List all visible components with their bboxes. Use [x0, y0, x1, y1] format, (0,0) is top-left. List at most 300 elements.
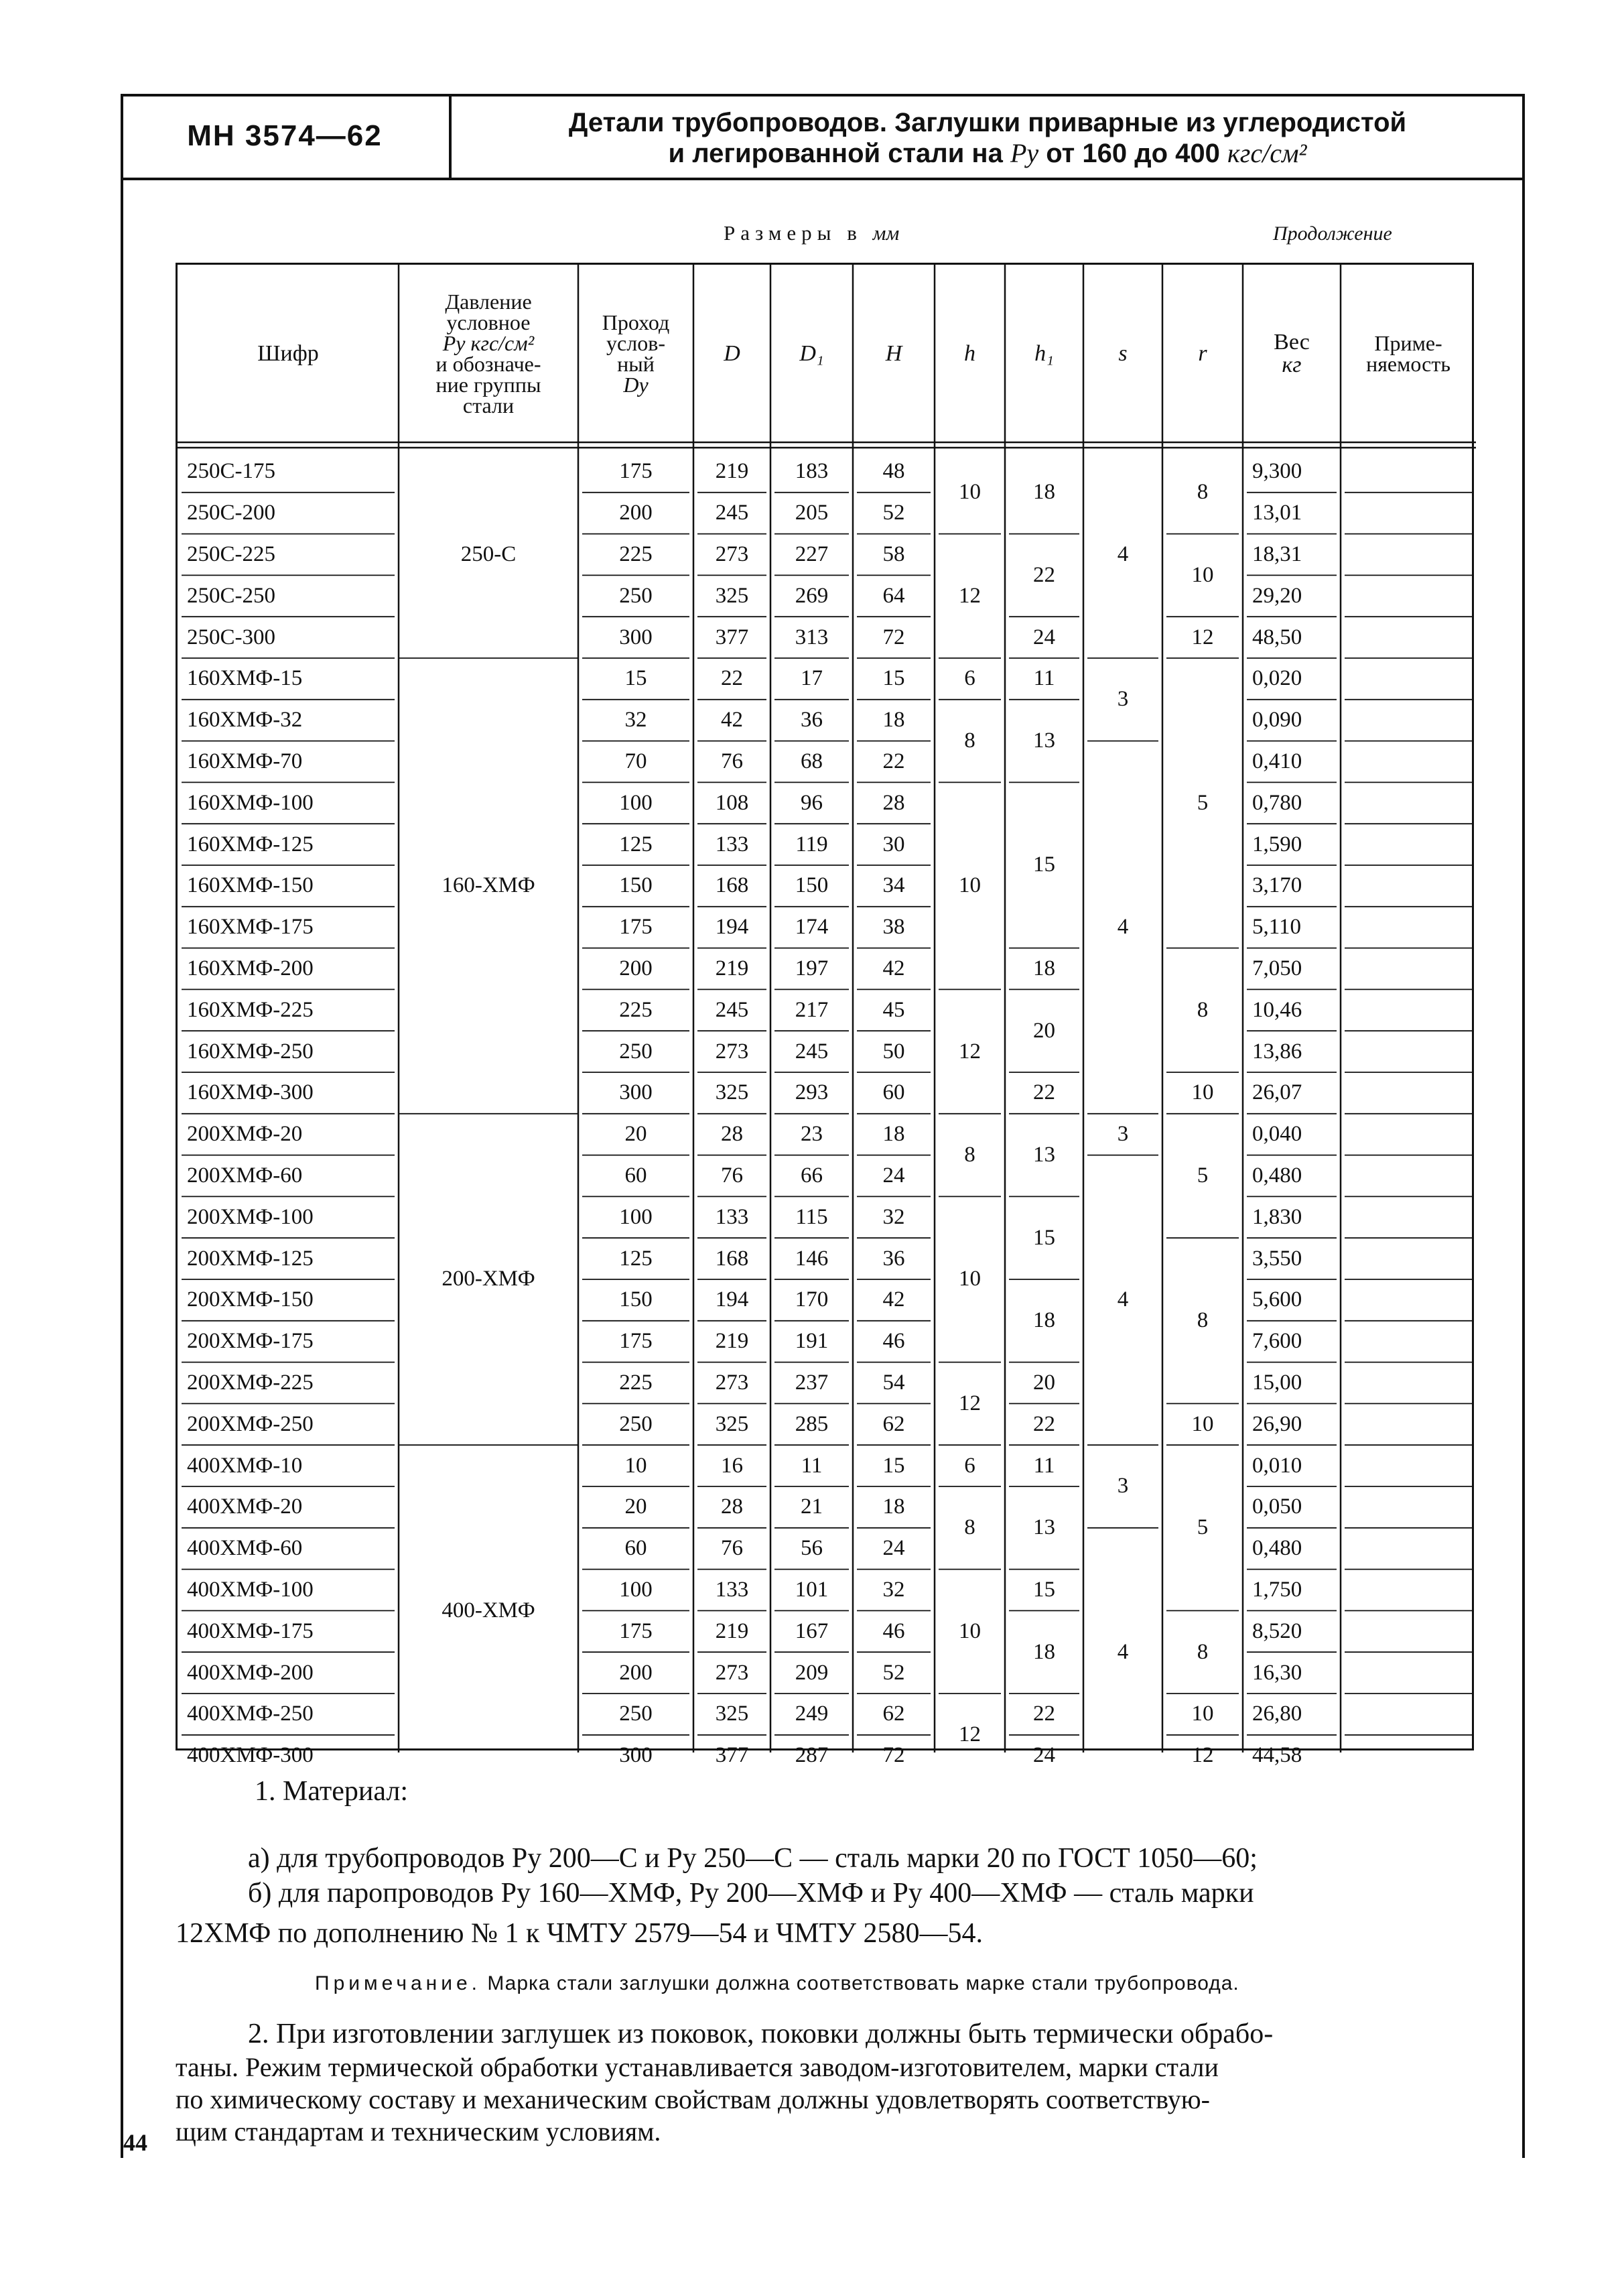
row-weight: 10,46	[1252, 997, 1302, 1022]
row-h-total: 15	[882, 666, 905, 691]
row-usage	[1341, 617, 1476, 658]
row-h1: 22	[1033, 1411, 1055, 1436]
row-d: 273	[715, 1370, 749, 1395]
row-d: 245	[715, 997, 749, 1022]
row-d: 219	[715, 459, 749, 484]
row-nominal-bore: 70	[624, 749, 647, 773]
header-d1: D₁	[799, 340, 824, 366]
row-code: 160ХМФ-32	[187, 708, 303, 732]
row-nominal-bore: 175	[619, 915, 653, 940]
row-h-total: 24	[882, 1163, 905, 1188]
note-1-heading: 1. Материал:	[255, 1776, 409, 1807]
row-d: 273	[715, 1660, 749, 1685]
row-code: 250С-200	[187, 501, 275, 525]
row-d: 194	[715, 915, 749, 940]
row-weight: 5,600	[1252, 1287, 1302, 1312]
row-weight: 1,830	[1252, 1204, 1302, 1229]
row-h1: 13	[1033, 728, 1055, 753]
row-code: 250С-250	[187, 583, 275, 608]
row-d: 325	[715, 1080, 749, 1105]
row-d: 273	[715, 1039, 749, 1064]
row-nominal-bore: 150	[619, 873, 653, 898]
row-weight: 0,010	[1252, 1453, 1302, 1478]
row-weight: 13,86	[1252, 1039, 1302, 1064]
header-pressure	[399, 265, 578, 442]
row-d1: 17	[801, 666, 823, 691]
header-r: r	[1198, 340, 1207, 366]
row-code: 250С-175	[187, 459, 275, 484]
note-1b: б) для паропроводов Pу 160—ХМФ, Pу 200—ХМФ и Pу 400—ХМФ — сталь марки	[248, 1878, 1254, 1909]
header-weight	[1243, 265, 1341, 442]
row-code: 160ХМФ-300	[187, 1080, 314, 1105]
document-title	[452, 107, 1524, 169]
row-h-total: 36	[882, 1246, 905, 1271]
row-weight: 7,600	[1252, 1329, 1302, 1354]
row-r: 5	[1197, 1163, 1209, 1188]
row-weight: 0,090	[1252, 708, 1302, 732]
row-usage	[1341, 1445, 1476, 1486]
row-nominal-bore: 250	[619, 583, 653, 608]
row-h: 8	[964, 1143, 975, 1167]
note-2-line-1: 2. При изготовлении заглушек из поковок, поковки должны быть термически обрабо-	[248, 2019, 1274, 2049]
row-h: 12	[959, 1391, 981, 1415]
row-nominal-bore: 300	[619, 1743, 653, 1768]
row-h-total: 58	[882, 541, 905, 566]
row-r: 10	[1191, 562, 1214, 587]
row-code: 400ХМФ-20	[187, 1494, 303, 1519]
row-d1: 167	[795, 1618, 829, 1643]
row-weight: 29,20	[1252, 583, 1302, 608]
row-weight: 13,01	[1252, 501, 1302, 525]
row-h-total: 60	[882, 1080, 905, 1105]
row-d1: 197	[795, 956, 829, 980]
row-h-total: 42	[882, 1287, 905, 1312]
row-weight: 7,050	[1252, 956, 1302, 980]
row-usage	[1341, 1610, 1476, 1652]
header-nominal-bore	[578, 265, 693, 442]
row-code: 160ХМФ-150	[187, 873, 314, 898]
row-d1: 36	[801, 708, 823, 732]
row-code: 200ХМФ-125	[187, 1246, 314, 1271]
row-h1: 20	[1033, 1018, 1055, 1043]
row-weight: 5,110	[1252, 915, 1302, 940]
row-h-total: 34	[882, 873, 905, 898]
header-pressure-line: Давление	[445, 289, 532, 314]
row-nominal-bore: 60	[624, 1163, 647, 1188]
row-usage	[1341, 575, 1476, 617]
row-weight: 0,480	[1252, 1536, 1302, 1561]
row-h: 10	[959, 1618, 981, 1643]
row-d1: 285	[795, 1411, 829, 1436]
row-nominal-bore: 250	[619, 1702, 653, 1726]
row-usage	[1341, 1031, 1476, 1072]
row-weight: 44,58	[1252, 1743, 1302, 1768]
row-weight: 0,780	[1252, 790, 1302, 815]
row-d: 194	[715, 1287, 749, 1312]
row-code: 200ХМФ-100	[187, 1204, 314, 1229]
row-usage	[1341, 1321, 1476, 1362]
row-usage	[1341, 948, 1476, 990]
row-nominal-bore: 100	[619, 1577, 653, 1602]
row-usage	[1341, 1570, 1476, 1611]
header-pressure-line: условное	[446, 310, 531, 334]
row-weight: 15,00	[1252, 1370, 1302, 1395]
row-code: 400ХМФ-250	[187, 1702, 314, 1726]
row-usage	[1341, 493, 1476, 534]
row-h-total: 46	[882, 1618, 905, 1643]
row-weight: 16,30	[1252, 1660, 1302, 1685]
group-label: 250-С	[460, 542, 517, 566]
row-d: 28	[721, 1122, 743, 1147]
row-s: 3	[1117, 1122, 1129, 1147]
row-h-total: 22	[882, 749, 905, 773]
row-d: 108	[715, 790, 749, 815]
row-h-total: 45	[882, 997, 905, 1022]
row-d1: 227	[795, 541, 829, 566]
row-nominal-bore: 200	[619, 1660, 653, 1685]
row-h1: 15	[1033, 1225, 1055, 1250]
header-nominal-bore-line: Проход	[602, 310, 670, 334]
row-d: 28	[721, 1494, 743, 1519]
row-r: 12	[1191, 1743, 1214, 1768]
row-d: 168	[715, 873, 749, 898]
row-d: 377	[715, 625, 749, 649]
row-d1: 11	[801, 1453, 823, 1478]
row-usage	[1341, 989, 1476, 1031]
row-nominal-bore: 20	[624, 1494, 647, 1519]
header-usage	[1341, 265, 1476, 442]
row-weight: 3,170	[1252, 873, 1302, 898]
row-d1: 21	[801, 1494, 823, 1519]
row-nominal-bore: 225	[619, 997, 653, 1022]
header-pressure-line: стали	[462, 393, 515, 418]
row-d1: 174	[795, 915, 829, 940]
row-h-total: 24	[882, 1536, 905, 1561]
row-d: 76	[721, 1163, 743, 1188]
row-weight: 26,07	[1252, 1080, 1302, 1105]
title-line-1: Детали трубопроводов. Заглушки приварные из углеродистой	[568, 108, 1407, 137]
row-d: 76	[721, 1536, 743, 1561]
row-h-total: 30	[882, 832, 905, 856]
row-h-total: 18	[882, 1122, 905, 1147]
row-s: 4	[1117, 1639, 1129, 1664]
header-nominal-bore-line: Dу	[623, 372, 649, 397]
row-d1: 170	[795, 1287, 829, 1312]
row-h: 12	[959, 1039, 981, 1064]
row-h1: 20	[1033, 1370, 1055, 1395]
row-nominal-bore: 175	[619, 1329, 653, 1354]
row-h-total: 52	[882, 501, 905, 525]
row-d: 325	[715, 1411, 749, 1436]
row-r: 10	[1191, 1411, 1214, 1436]
row-h: 8	[964, 728, 975, 753]
header-nominal-bore-line: ный	[617, 351, 655, 376]
header-d: D	[724, 340, 740, 366]
row-code: 250С-225	[187, 541, 275, 566]
row-d1: 101	[795, 1577, 829, 1602]
row-code: 400ХМФ-175	[187, 1618, 314, 1643]
row-code: 400ХМФ-60	[187, 1536, 303, 1561]
row-d1: 146	[795, 1246, 829, 1271]
note-2-line-3: по химическому составу и механическим свойствам должны удовлетворять соответствую-	[176, 2084, 1210, 2114]
row-r: 8	[1197, 480, 1209, 505]
group-label: 160-ХМФ	[442, 873, 535, 898]
note-1a: а) для трубопроводов Pу 200—С и Pу 250—С — сталь марки 20 по ГОСТ 1050—60;	[248, 1843, 1258, 1874]
row-h1: 13	[1033, 1143, 1055, 1167]
row-nominal-bore: 125	[619, 1246, 653, 1271]
row-d1: 96	[801, 790, 823, 815]
dimensions-table	[176, 263, 1474, 1768]
row-h-total: 48	[882, 459, 905, 484]
row-s: 4	[1117, 1287, 1129, 1312]
row-r: 10	[1191, 1080, 1214, 1105]
row-h-total: 46	[882, 1329, 905, 1354]
row-usage	[1341, 907, 1476, 948]
row-d1: 217	[795, 997, 829, 1022]
row-h: 10	[959, 1267, 981, 1291]
row-h1: 11	[1033, 666, 1055, 691]
row-s: 4	[1117, 542, 1129, 566]
row-d: 76	[721, 749, 743, 773]
row-weight: 26,90	[1252, 1411, 1302, 1436]
row-r: 5	[1197, 790, 1209, 815]
row-weight: 0,050	[1252, 1494, 1302, 1519]
row-h: 12	[959, 583, 981, 608]
row-h-total: 64	[882, 583, 905, 608]
row-usage	[1341, 700, 1476, 741]
row-usage	[1341, 1694, 1476, 1735]
row-h-total: 15	[882, 1453, 905, 1478]
row-d1: 237	[795, 1370, 829, 1395]
remark: Примечание. Марка стали заглушки должна соответствовать марке стали трубопровода.	[315, 1972, 1239, 1994]
row-r: 8	[1197, 1308, 1209, 1333]
row-nominal-bore: 225	[619, 541, 653, 566]
row-h1: 24	[1033, 1743, 1055, 1768]
row-weight: 48,50	[1252, 625, 1302, 649]
row-h-total: 62	[882, 1411, 905, 1436]
row-usage	[1341, 1238, 1476, 1279]
row-d: 133	[715, 832, 749, 856]
row-weight: 1,590	[1252, 832, 1302, 856]
row-d: 133	[715, 1204, 749, 1229]
row-h1: 22	[1033, 1702, 1055, 1726]
header-usage-line: няемость	[1366, 351, 1450, 376]
row-nominal-bore: 100	[619, 1204, 653, 1229]
row-h-total: 32	[882, 1577, 905, 1602]
row-h-total: 38	[882, 915, 905, 940]
row-code: 400ХМФ-200	[187, 1660, 314, 1685]
row-d1: 249	[795, 1702, 829, 1726]
row-code: 400ХМФ-100	[187, 1577, 314, 1602]
row-weight: 18,31	[1252, 541, 1302, 566]
group-label: 400-ХМФ	[442, 1598, 535, 1622]
row-d1: 68	[801, 749, 823, 773]
row-h1: 11	[1033, 1453, 1055, 1478]
standard-code: МН 3574—62	[187, 119, 383, 152]
row-h-total: 18	[882, 1494, 905, 1519]
row-d1: 205	[795, 501, 829, 525]
units-caption: Размеры в мм	[724, 221, 900, 245]
row-nominal-bore: 200	[619, 956, 653, 980]
row-code: 200ХМФ-250	[187, 1411, 314, 1436]
row-code: 160ХМФ-70	[187, 749, 303, 773]
row-r: 10	[1191, 1702, 1214, 1726]
row-usage	[1341, 1735, 1476, 1777]
row-nominal-bore: 32	[624, 708, 647, 732]
row-h1: 22	[1033, 562, 1055, 587]
row-d1: 56	[801, 1536, 823, 1561]
row-code: 250С-300	[187, 625, 275, 649]
row-h-total: 72	[882, 625, 905, 649]
header-pressure-line: ние группы	[435, 372, 541, 397]
row-nominal-bore: 250	[619, 1411, 653, 1436]
row-h1: 18	[1033, 1639, 1055, 1664]
row-code: 160ХМФ-225	[187, 997, 314, 1022]
row-d1: 119	[795, 832, 828, 856]
row-nominal-bore: 15	[624, 666, 647, 691]
row-nominal-bore: 225	[619, 1370, 653, 1395]
row-h1: 18	[1033, 480, 1055, 505]
row-nominal-bore: 175	[619, 459, 653, 484]
row-h: 10	[959, 873, 981, 898]
header-pressure-line: Pу кгс/см²	[442, 330, 535, 355]
row-usage	[1341, 1072, 1476, 1114]
header-rule	[121, 178, 1525, 180]
header-pressure-line: и обозначе-	[435, 351, 541, 376]
row-d1: 245	[795, 1039, 829, 1064]
row-d: 219	[715, 1618, 749, 1643]
row-h-total: 72	[882, 1743, 905, 1768]
row-h-total: 28	[882, 790, 905, 815]
header-code: Шифр	[257, 340, 319, 366]
row-weight: 3,550	[1252, 1246, 1302, 1271]
row-d: 273	[715, 541, 749, 566]
row-code: 160ХМФ-125	[187, 832, 314, 856]
row-code: 400ХМФ-10	[187, 1453, 303, 1478]
row-h-total: 62	[882, 1702, 905, 1726]
row-usage	[1341, 534, 1476, 576]
row-weight: 26,80	[1252, 1702, 1302, 1726]
row-weight: 9,300	[1252, 459, 1302, 484]
row-nominal-bore: 10	[624, 1453, 647, 1478]
row-r: 5	[1197, 1515, 1209, 1540]
row-h1: 15	[1033, 852, 1055, 877]
row-s: 3	[1117, 687, 1129, 712]
note-2-line-2: таны. Режим термической обработки устанавливается заводом-изготовителем, марки стали	[176, 2052, 1219, 2082]
row-d1: 66	[801, 1163, 823, 1188]
row-h: 6	[964, 1453, 975, 1478]
row-usage	[1341, 1279, 1476, 1321]
row-d1: 150	[795, 873, 829, 898]
row-d1: 23	[801, 1122, 823, 1147]
row-usage	[1341, 1114, 1476, 1155]
row-d: 42	[721, 708, 743, 732]
row-h1: 13	[1033, 1515, 1055, 1540]
row-h-total: 54	[882, 1370, 905, 1395]
row-nominal-bore: 100	[619, 790, 653, 815]
row-nominal-bore: 125	[619, 832, 653, 856]
row-d: 22	[721, 666, 743, 691]
group-label: 200-ХМФ	[442, 1267, 535, 1291]
header-h-total: H	[885, 340, 902, 366]
header-weight-line: кг	[1282, 352, 1302, 377]
row-weight: 1,750	[1252, 1577, 1302, 1602]
row-d: 219	[715, 956, 749, 980]
page-number: 44	[123, 2129, 147, 2156]
row-code: 160ХМФ-15	[187, 666, 303, 691]
header-usage-line: Приме-	[1374, 330, 1442, 355]
row-usage	[1341, 1155, 1476, 1197]
row-code: 200ХМФ-175	[187, 1329, 314, 1354]
row-h: 10	[959, 480, 981, 505]
row-usage	[1341, 1362, 1476, 1404]
header-weight-line: Вес	[1274, 329, 1310, 355]
row-d: 133	[715, 1577, 749, 1602]
row-d1: 209	[795, 1660, 829, 1685]
row-weight: 8,520	[1252, 1618, 1302, 1643]
row-nominal-bore: 200	[619, 501, 653, 525]
continued-label: Продолжение	[1273, 222, 1392, 245]
row-nominal-bore: 150	[619, 1287, 653, 1312]
row-d1: 115	[795, 1204, 828, 1229]
row-s: 4	[1117, 915, 1129, 940]
note-2-line-4: щим стандартам и техническим условиям.	[176, 2116, 661, 2147]
row-d1: 293	[795, 1080, 829, 1105]
row-code: 160ХМФ-250	[187, 1039, 314, 1064]
row-code: 160ХМФ-100	[187, 790, 314, 815]
row-h-total: 32	[882, 1204, 905, 1229]
row-h-total: 18	[882, 708, 905, 732]
row-d: 219	[715, 1329, 749, 1354]
row-code: 160ХМФ-175	[187, 915, 314, 940]
row-r: 12	[1191, 625, 1214, 649]
row-nominal-bore: 20	[624, 1122, 647, 1147]
row-h1: 24	[1033, 625, 1055, 649]
row-h1: 15	[1033, 1577, 1055, 1602]
row-d1: 183	[795, 459, 829, 484]
row-nominal-bore: 250	[619, 1039, 653, 1064]
row-d1: 191	[795, 1329, 829, 1354]
row-nominal-bore: 300	[619, 1080, 653, 1105]
row-code: 200ХМФ-150	[187, 1287, 314, 1312]
row-nominal-bore: 175	[619, 1618, 653, 1643]
row-usage	[1341, 451, 1476, 493]
row-nominal-bore: 60	[624, 1536, 647, 1561]
row-usage	[1341, 658, 1476, 700]
row-code: 200ХМФ-60	[187, 1163, 303, 1188]
row-r: 8	[1197, 997, 1209, 1022]
row-weight: 0,020	[1252, 666, 1302, 691]
row-usage	[1341, 824, 1476, 865]
row-usage	[1341, 1528, 1476, 1570]
row-h1: 18	[1033, 1308, 1055, 1333]
row-h1: 22	[1033, 1080, 1055, 1105]
header-nominal-bore-line: услов-	[606, 330, 665, 355]
row-weight: 0,480	[1252, 1163, 1302, 1188]
row-r: 8	[1197, 1639, 1209, 1664]
row-h: 8	[964, 1515, 975, 1540]
row-h-total: 50	[882, 1039, 905, 1064]
header-h: h	[964, 340, 975, 366]
row-d: 325	[715, 1702, 749, 1726]
row-s: 3	[1117, 1474, 1129, 1498]
row-d: 16	[721, 1453, 743, 1478]
row-d: 325	[715, 583, 749, 608]
header-s: s	[1118, 340, 1128, 366]
row-code: 200ХМФ-20	[187, 1122, 303, 1147]
row-h: 6	[964, 666, 975, 691]
row-code: 200ХМФ-225	[187, 1370, 314, 1395]
